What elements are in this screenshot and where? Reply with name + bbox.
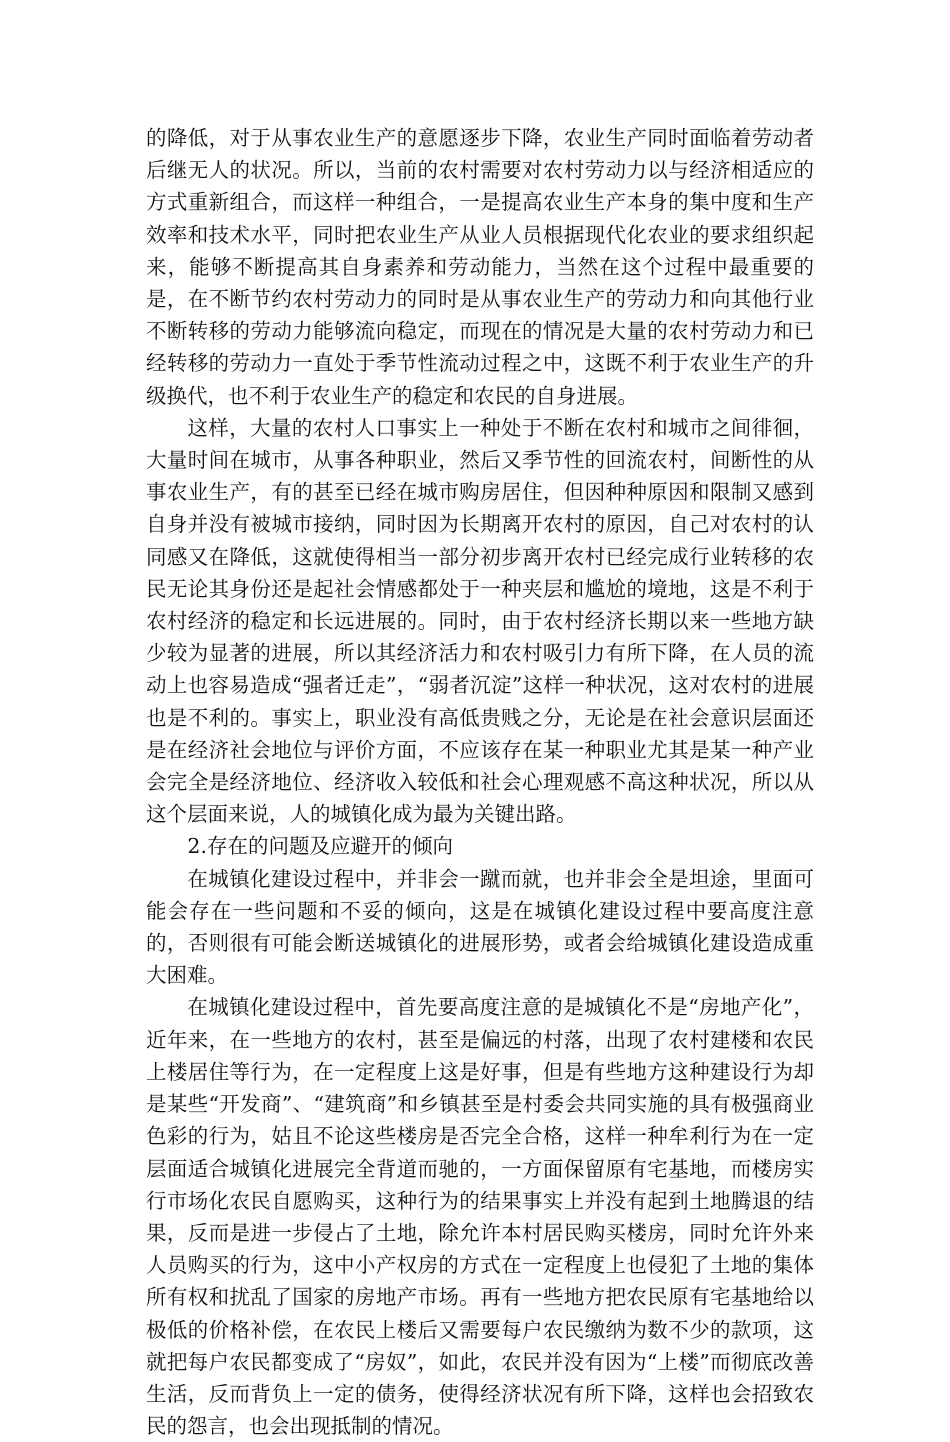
paragraph-problems-intro: 在城镇化建设过程中，并非会一蹴而就，也并非会全是坦途，里面可能会存在一些问题和不妥的倾向，这是在城镇化建设过程中要高度注意的，否则很有可能会断送城镇化的进展形势，或者会给城镇化建设造成重大困难。 [146,866,814,988]
document-page [146,122,814,1442]
paragraph-real-estate: 在城镇化建设过程中，首先要高度注意的是城镇化不是“房地产化”，近年来，在一些地方的农村，甚至是偏远的村落，出现了农村建楼和农民上楼居住等行为，在一定程度上这是好事，但是有些地方这种建设行为却是某些“开发商”、“建筑商”和乡镇甚至是村委会共同实施的具有极强商业色彩的行为，姑且不论这些楼房是否完全合格，这样一种牟利行为在一定层面适合城镇化进展完全背道而驰的，一方面保留原有宅基地，而楼房实行市场化农民自愿购买，这种行为的结果事实上并没有起到土地腾退的结果，反而是进一步侵占了土地，除允许本村居民购买楼房，同时允许外来人员购买的行为，这中小产权房的方式在一定程度上也侵犯了土地的集体所有权和扰乱了国家的房地产市场。再有一些地方把农民原有宅基地给以极低的价格补偿，在农民上楼后又需要每户农民缴纳为数不少的款项，这就把每户农民都变成了“房奴”，如此，农民并没有因为“上楼”而彻底改善生活，反而背负上一定的债务，使得经济状况有所下降，这样也会招致农民的怨言，也会出现抵制的情况。 [146,995,814,1439]
section-heading: 2.存在的问题及应避开的倾向 [187,834,453,859]
paragraph-rural-population: 这样，大量的农村人口事实上一种处于不断在农村和城市之间徘徊，大量时间在城市，从事各种职业，然后又季节性的回流农村，间断性的从事农业生产，有的甚至已经在城市购房居住，但因种种原因和限制又感到自身并没有被城市接纳，同时因为长期离开农村的原因，自己对农村的认同感又在降低，这就使得相当一部分初步离开农村已经完成行业转移的农民无论其身份还是起社会情感都处于一种夹层和尴尬的境地，这是不利于农村经济的稳定和长远进展的。同时，由于农村经济长期以来一些地方缺少较为显著的进展，所以其经济活力和农村吸引力有所下降，在人员的流动上也容易造成“强者迁走”，“弱者沉淀”这样一种状况，这对农村的进展也是不利的。事实上，职业没有高低贵贱之分，无论是在社会意识层面还是在经济社会地位与评价方面，不应该存在某一种职业尤其是某一种产业会完全是经济地位、经济收入较低和社会心理观感不高这种状况，所以从这个层面来说，人的城镇化成为最为关键出路。 [146,415,814,827]
paragraph-continuation: 的降低，对于从事农业生产的意愿逐步下降，农业生产同时面临着劳动者后继无人的状况。所以，当前的农村需要对农村劳动力以与经济相适应的方式重新组合，而这样一种组合，一是提高农业生产本身的集中度和生产效率和技术水平，同时把农业生产从业人员根据现代化农业的要求组织起来，能够不断提高其自身素养和劳动能力，当然在这个过程中最重要的是，在不断节约农村劳动力的同时是从事农业生产的劳动力和向其他行业不断转移的劳动力能够流向稳定，而现在的情况是大量的农村劳动力和已经转移的劳动力一直处于季节性流动过程之中，这既不利于农业生产的升级换代，也不利于农业生产的稳定和农民的自身进展。 [146,126,814,408]
